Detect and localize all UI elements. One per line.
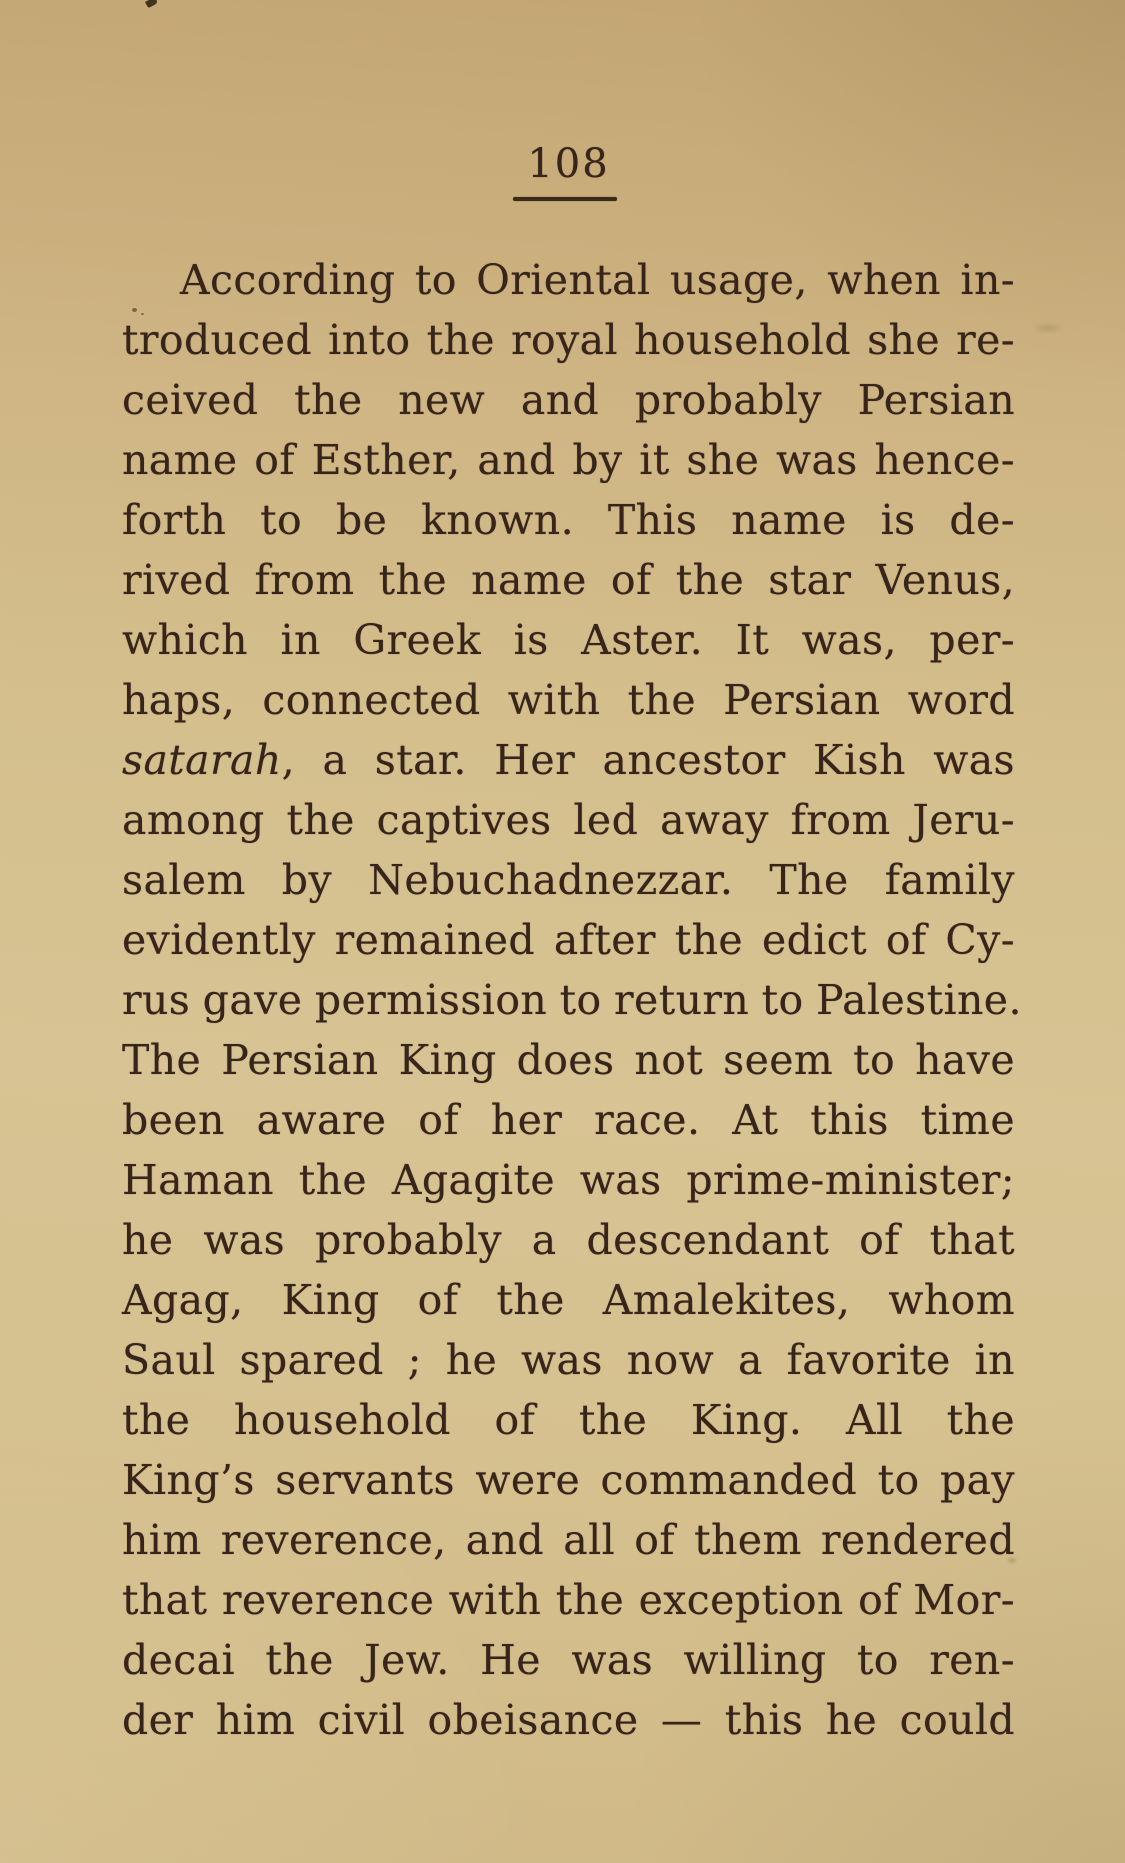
- text-line: The Persian King does not seem to have: [122, 1036, 1015, 1084]
- text-line-with-italic: [122, 730, 1015, 790]
- text-line: According to Oriental usage, when in-: [180, 256, 1015, 304]
- text-line: troduced into the royal household she re-: [122, 316, 1015, 364]
- text-segment: , a star. Her ancestor Kish was: [281, 736, 1015, 784]
- italic-word: satarah: [122, 736, 282, 784]
- text-line: him reverence, and all of them rendered: [122, 1516, 1015, 1564]
- text-line: decai the Jew. He was willing to ren-: [122, 1636, 1015, 1684]
- text-line: among the captives led away from Jeru-: [122, 796, 1015, 844]
- text-line: evidently remained after the edict of Cy-: [122, 916, 1015, 964]
- text-line: that reverence with the exception of Mor-: [122, 1576, 1015, 1624]
- text-line: been aware of her race. At this time: [122, 1096, 1015, 1144]
- text-line: ceived the new and probably Persian: [122, 376, 1015, 424]
- text-line: rived from the name of the star Venus,: [122, 556, 1015, 604]
- text-line: Saul spared ; he was now a favorite in: [122, 1336, 1015, 1384]
- text-line: der him civil obeisance — this he could: [122, 1696, 1015, 1744]
- text-line: name of Esther, and by it she was hence-: [122, 436, 1015, 484]
- text-line: he was probably a descendant of that: [122, 1216, 1015, 1264]
- text-line: salem by Nebuchadnezzar. The family: [122, 856, 1015, 904]
- scan-artifact-tick: [145, 0, 158, 8]
- page-number-rule: [513, 197, 617, 201]
- scan-artifact-smudge: [1028, 320, 1068, 336]
- text-line: forth to be known. This name is de-: [122, 496, 1015, 544]
- text-line: rus gave permission to return to Palestine.: [122, 976, 1022, 1024]
- text-line: the household of the King. All the: [122, 1396, 1015, 1444]
- text-line: Agag, King of the Amalekites, whom: [122, 1276, 1015, 1324]
- body-text: [122, 250, 1022, 1750]
- text-line: haps, connected with the Persian word: [122, 676, 1015, 724]
- page-number: 108: [527, 141, 610, 187]
- text-line: King’s servants were commanded to pay: [122, 1456, 1015, 1504]
- text-line: Haman the Agagite was prime-minister;: [122, 1156, 1015, 1204]
- text-line: which in Greek is Aster. It was, per-: [122, 616, 1015, 664]
